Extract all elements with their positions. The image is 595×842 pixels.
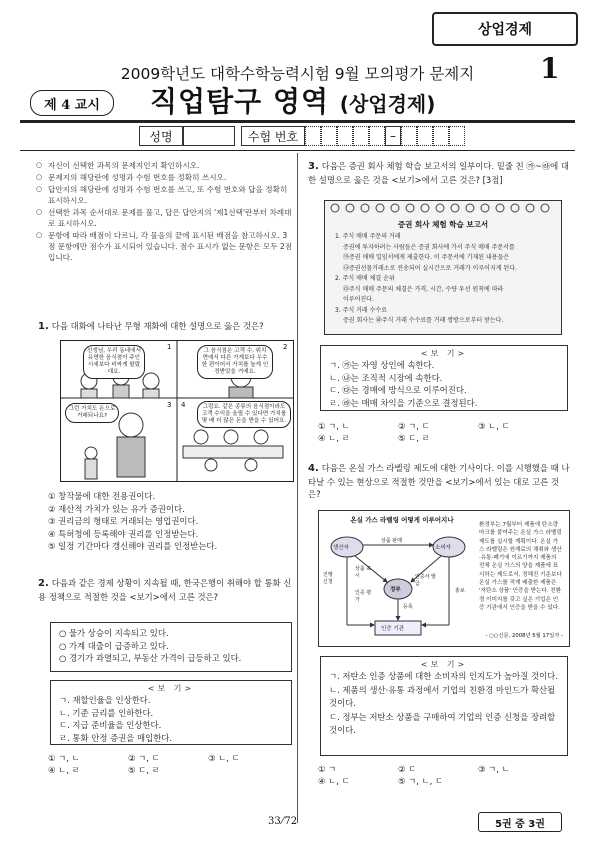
q3-number: 3. xyxy=(308,161,319,172)
article-text: 환경부는 7월부터 제품에 탄소량 마크를 붙여주는 온실 가스 라벨링 제도를 실시할 계획이다. 온실 가스 라벨링은 원재료의 채취와 생산·유통·폐기에 이르기까지 제품의 전체 온실 가스의 양을 제품에 표시하는 제도로서, 정해진 기준보다 온실 가스를 적게 배출한 제품은 '저탄소 상품' 인증을 받는다. 친환경 이미지를 갖고 싶은 기업은 인증 기관에서 인증을 받을 수 있다. xyxy=(479,522,562,611)
diagram-node-consumer: 소비자 xyxy=(435,545,451,551)
footer-page-number: 33⁄72 xyxy=(268,816,298,827)
q3-text: 다음은 증권 회사 체험 학습 보고서의 일부이다. 밑줄 친 ㉮~㉱에 대한 설명으로 옳은 것을 <보기>에서 고른 것은? [3점] xyxy=(308,161,569,185)
q3-choice[interactable]: ③ ㄴ, ㄷ xyxy=(478,421,510,431)
panel-number: 4 xyxy=(181,401,186,409)
q3-choices xyxy=(318,420,558,444)
exam-no-digit[interactable] xyxy=(449,126,465,146)
report-line: ㉯증권선물거래소로 전송되어 실시간으로 거래가 이루어지게 된다. xyxy=(343,264,517,272)
q3-choice[interactable]: ④ ㄴ, ㄹ xyxy=(318,433,350,443)
q2-stem xyxy=(38,577,293,603)
q4-choice[interactable]: ④ ㄴ, ㄷ xyxy=(318,776,350,786)
q2-bogi-box xyxy=(50,680,292,745)
subject-tab xyxy=(432,12,578,46)
q3-choice[interactable]: ⑤ ㄷ, ㄹ xyxy=(398,433,430,443)
diagram-edge-label: 홍보 xyxy=(455,588,465,594)
panel-number: 2 xyxy=(283,343,288,351)
q2-text: 다음과 같은 경제 상황이 지속될 때, 한국은행이 취해야 할 통화 신용 정책으로 적절한 것을 <보기>에서 고른 것은? xyxy=(38,578,292,602)
q4-bogi-item: ㄷ. 정부는 저탄소 상품을 구매하여 기업의 인증 신청을 장려할 것이다. xyxy=(329,711,556,735)
speech-bubble: 그 음식점은 고객 수, 위치 면에서 다른 가게보다 우수한 편이어서 가치를 높게 인정받았을 거예요. xyxy=(197,345,273,379)
q2-bogi-item: ㄱ. 재할인율을 인상한다. xyxy=(59,695,151,705)
exam-no-digit[interactable] xyxy=(321,126,337,146)
q1-option[interactable]: ② 재산적 가치가 있는 유가 증권이다. xyxy=(48,503,185,514)
q1-text: 다음 대화에 나타난 무형 재화에 대한 설명으로 옳은 것은? xyxy=(51,321,264,331)
period-badge: 제 4 교시 xyxy=(30,90,114,116)
q3-choice[interactable]: ① ㄱ, ㄴ xyxy=(318,421,350,431)
main-title xyxy=(150,80,435,120)
exam-no-digit[interactable] xyxy=(369,126,385,146)
q3-report xyxy=(324,200,562,335)
q2-situation-item: ○ 경기가 과열되고, 부동산 가격이 급등하고 있다. xyxy=(59,653,242,663)
bogi-label: <보 기> xyxy=(420,349,468,358)
q4-number: 4. xyxy=(308,463,319,474)
instructions xyxy=(38,160,293,264)
q1-cartoon xyxy=(60,340,294,482)
speech-bubble: 그런 가치도 돈으로 거래되나요? xyxy=(65,403,119,423)
diagram-node-government: 정부 xyxy=(390,587,401,593)
q3-stem xyxy=(308,160,570,186)
q3-bogi-item: ㄴ. ㉯는 조직적 시장에 속한다. xyxy=(329,372,443,383)
q3-bogi-box xyxy=(320,345,568,411)
panel-number: 1 xyxy=(167,343,172,351)
column-divider xyxy=(297,153,298,823)
report-line: 증권 회사는 ㉱주식 거래 수수료를 거래 쌍방으로부터 받는다. xyxy=(343,317,504,324)
report-line: ㉰주식 매매 주문의 체결은 가격, 시간, 수량 우선 원칙에 따라 xyxy=(343,285,504,293)
footer-volume: 5권 중 3권 xyxy=(478,812,562,832)
header-rule xyxy=(20,150,575,151)
q1-stem xyxy=(38,320,293,334)
diagram-title: 온실 가스 라벨링 어떻게 이루어지나 xyxy=(350,516,454,524)
q2-bogi-item: ㄴ. 기준 금리를 인하한다. xyxy=(59,707,154,718)
name-field[interactable] xyxy=(183,126,235,146)
instruction-item: ○ 자신이 선택한 과목의 문제지인지 확인하시오. xyxy=(38,160,293,171)
q2-choice[interactable]: ① ㄱ, ㄴ xyxy=(48,753,80,763)
bogi-label: <보 기> xyxy=(147,684,195,693)
spiral-binding-icon xyxy=(325,201,561,215)
q1-option[interactable]: ④ 특허청에 등록해야 권리를 인정받는다. xyxy=(48,528,199,539)
q2-choice[interactable]: ② ㄱ, ㄷ xyxy=(128,753,160,763)
exam-no-digit[interactable] xyxy=(417,126,433,146)
report-line: ㉮증권 매매 일임서에게 제출한다. 이 주문서에 기재된 내용들은 xyxy=(343,254,510,261)
q4-choice[interactable]: ③ ㄱ, ㄴ xyxy=(478,764,510,774)
main-title-text: 직업탐구 영역 xyxy=(150,85,330,118)
report-line: 2. 주식 매매 체결 순위 xyxy=(335,275,395,282)
q4-text: 다음은 온실 가스 라벨링 제도에 대한 기사이다. 이를 시행했을 때 나타날 수 있는 현상으로 적절한 것만을 <보기>에서 있는 대로 고른 것은? xyxy=(308,463,570,499)
q2-choice[interactable]: ③ ㄴ, ㄷ xyxy=(208,753,240,763)
id-row xyxy=(139,126,465,146)
q3-choice[interactable]: ② ㄱ, ㄷ xyxy=(398,421,430,431)
title-rule xyxy=(20,120,575,123)
q4-article xyxy=(318,510,570,647)
diagram-node-cert: 인증 기관 xyxy=(381,626,405,632)
speech-bubble: 선생님, 우리 동네에서 유명한 음식점이 주인 시세보다 비싸게 팔렸대요. xyxy=(83,345,145,379)
exam-no-digit[interactable] xyxy=(305,126,321,146)
name-label: 성명 xyxy=(139,126,183,146)
exam-no-label: 수험 번호 xyxy=(241,126,305,146)
q4-stem xyxy=(308,462,570,501)
q4-choice[interactable]: ② ㄷ xyxy=(398,764,417,774)
bogi-label: <보 기> xyxy=(420,660,468,669)
instruction-item: ○ 답안지의 해당란에 성명과 수험 번호를 쓰고, 또 수험 번호와 답을 정확히 표시하시오. xyxy=(38,184,293,206)
report-line: 3. 주식 거래 수수료 xyxy=(335,306,388,314)
q3-bogi-item: ㄱ. ㉮는 자영 상인에 속한다. xyxy=(329,360,435,370)
q2-situation-box xyxy=(50,622,292,672)
q4-bogi-box xyxy=(320,656,568,756)
article-source: - ○○신문, 2008년 5월 17일자 - xyxy=(485,633,563,639)
exam-no-digit[interactable] xyxy=(433,126,449,146)
q4-choice[interactable]: ① ㄱ xyxy=(318,764,337,774)
instruction-item: ○ 선택한 과목 순서대로 문제를 풀고, 답은 답안지의 '제1선택'란부터 차례대로 표시하시오. xyxy=(38,207,293,229)
q1-option[interactable]: ⑤ 일정 기간마다 갱신해야 권리를 인정받는다. xyxy=(48,541,218,551)
q2-choices xyxy=(48,752,288,776)
exam-title: 2009학년도 대학수학능력시험 9월 모의평가 문제지 xyxy=(120,65,475,83)
speech-bubble: 그럼요. 같은 종류의 음식점이라도 고객 수익을 올릴 수 있다면 가치를 몇 배 더 많은 돈을 받을 수 있어요. xyxy=(197,401,291,428)
exam-no-dash: – xyxy=(385,126,401,146)
q4-bogi-item: ㄴ. 제품의 생산·유통 과정에서 기업의 친환경 마인드가 확산될 것이다. xyxy=(329,684,556,708)
main-title-sub: (상업경제) xyxy=(339,92,436,116)
q2-situation-item: ○ 가계 대출이 급증하고 있다. xyxy=(59,640,169,651)
diagram-edge-label: 진행 신청 xyxy=(323,572,333,585)
q2-situation-item: ○ 물가 상승이 지속되고 있다. xyxy=(59,628,169,638)
q2-bogi-item: ㄹ. 통화 안정 증권을 매입한다. xyxy=(59,732,173,743)
report-line: 이루어진다. xyxy=(343,296,374,303)
diagram-edge-label: 상품 판매 xyxy=(381,538,402,544)
q4-bogi-item: ㄱ. 저탄소 인증 상품에 대한 소비자의 인지도가 높아질 것이다. xyxy=(329,671,558,681)
diagram-edge-label: 등록 xyxy=(403,604,413,610)
subject-label: 상업경제 xyxy=(477,22,533,38)
q4-choice[interactable]: ⑤ ㄱ, ㄴ, ㄷ xyxy=(398,776,444,786)
q4-choices xyxy=(318,763,558,787)
exam-no-digit[interactable] xyxy=(353,126,369,146)
q2-bogi-item: ㄷ. 지급 준비율을 인상한다. xyxy=(59,720,162,730)
q1-options xyxy=(48,490,293,553)
exam-no-digit[interactable] xyxy=(401,126,417,146)
report-body xyxy=(335,232,555,327)
q1-number: 1. xyxy=(38,321,49,332)
q3-bogi-item: ㄹ. ㉱는 매매 차익을 기준으로 결정된다. xyxy=(329,397,478,408)
diagram-edge-label: 인증 평가 xyxy=(355,590,372,603)
q2-number: 2. xyxy=(38,578,49,589)
q2-choice[interactable]: ④ ㄴ, ㄹ xyxy=(48,765,80,775)
q1-option[interactable]: ③ 권리금의 형태로 거래되는 영업권이다. xyxy=(48,516,199,526)
q1-option[interactable]: ① 창작물에 대한 전용권이다. xyxy=(48,491,156,501)
footer-total: 72 xyxy=(284,816,298,827)
report-title: 증권 회사 체험 학습 보고서 xyxy=(397,220,489,229)
q2-choice[interactable]: ⑤ ㄷ, ㄹ xyxy=(128,765,160,775)
footer-page: 33 xyxy=(268,816,281,827)
report-line: 1. 주식 매매 주문의 거래 xyxy=(335,233,401,240)
exam-no-digit[interactable] xyxy=(337,126,353,146)
q3-bogi-item: ㄷ. ㉰는 경매에 방식으로 이루어진다. xyxy=(329,385,467,395)
report-line: 증권에 투자하려는 사람들은 증권 회사에 가서 주식 매매 주문서를 xyxy=(343,243,515,251)
diagram-node-producer: 생산자 xyxy=(333,545,349,551)
instruction-item: ○ 문제지의 해당란에 성명과 수험 번호를 정확히 쓰시오. xyxy=(38,172,293,183)
diagram-edge-label: 상품 표시 xyxy=(355,566,372,579)
instruction-item: ○ 문항에 따라 배점이 다르니, 각 물음의 끝에 표시된 배점을 참고하시오. 3점 문항에만 점수가 표시되어 있습니다. 점수 표시가 없는 문항은 모두 2점입니다. xyxy=(38,230,293,263)
panel-number: 3 xyxy=(167,401,172,409)
page-number: 1 xyxy=(540,52,560,85)
diagram-edge-label: 인증서 발급 xyxy=(415,574,436,587)
